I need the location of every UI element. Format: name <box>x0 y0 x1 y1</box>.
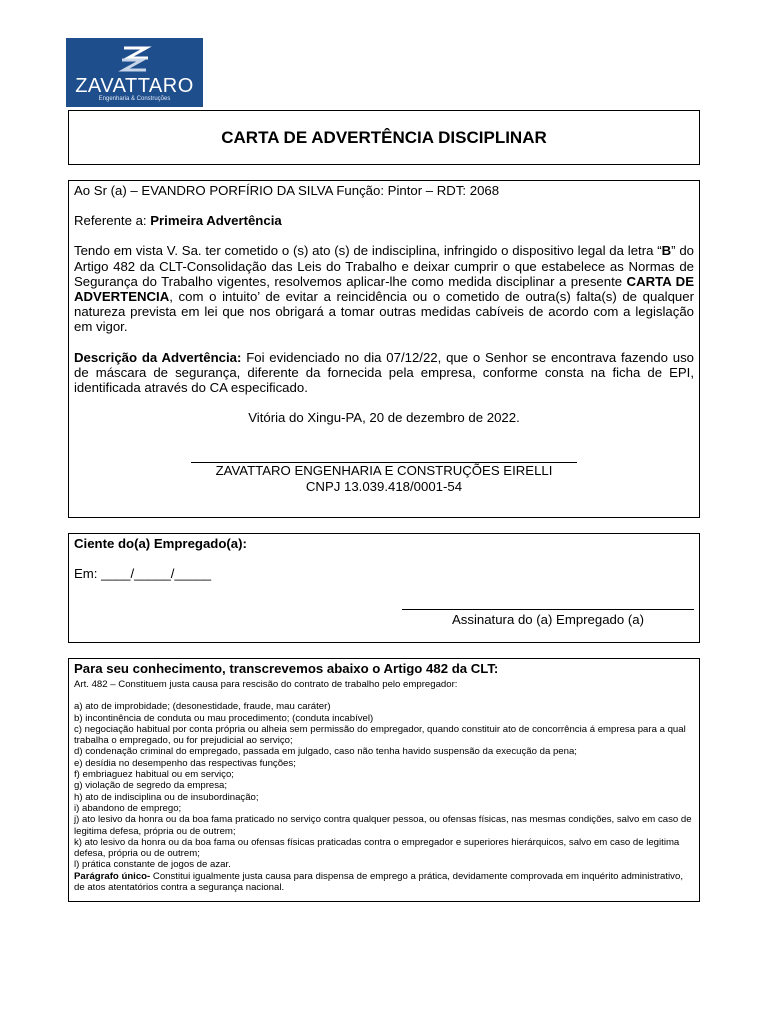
company-logo <box>66 38 203 107</box>
law-item: i) abandono de emprego; <box>74 802 182 814</box>
law-item: a) ato de improbidade; (desonestidade, fraude, mau caráter) <box>74 701 331 713</box>
company-cnpj: CNPJ 13.039.418/0001-54 <box>305 478 463 494</box>
letter-body-letter: B <box>661 243 672 259</box>
warning-description <box>74 350 694 396</box>
law-item: f) embriaguez habitual ou em serviço; <box>74 769 234 781</box>
zavattaro-z-icon <box>118 44 152 74</box>
employee-signature <box>402 609 694 627</box>
letter-body-part1: Tendo em vista V. Sa. ter cometido o (s) ato (s) de indisciplina, infringido o dispositivo legal da letra “ <box>74 243 662 259</box>
logo-subtitle: Engenharia & Construções <box>98 96 171 102</box>
employee-signature-label: Assinatura do (a) Empregado (a) <box>451 612 645 627</box>
article-482-box <box>68 658 700 902</box>
letter-body <box>74 243 694 334</box>
law-item: j) ato lesivo da honra ou da boa fama praticado no serviço contra qualquer pessoa, ou ofensas físicas, nas mesmas condições, salvo em caso de legitima defesa, própria ou de outrem; <box>74 814 692 837</box>
law-item: l) prática constante de jogos de azar. <box>74 859 231 871</box>
law-item: e) desídia no desempenho das respectivas funções; <box>74 757 296 769</box>
document-title: CARTA DE ADVERTÊNCIA DISCIPLINAR <box>221 127 547 147</box>
law-intro: Art. 482 – Constituem justa causa para rescisão do contrato de trabalho pelo empregador: <box>74 679 458 690</box>
title-box <box>68 110 700 165</box>
place-date: Vitória do Xingu-PA, 20 de dezembro de 2022. <box>248 410 520 426</box>
law-paragraph <box>74 871 694 894</box>
letter-box <box>68 180 700 518</box>
description-label: Descrição da Advertência: <box>74 349 242 365</box>
law-paragraph-label: Parágrafo único- <box>74 870 151 882</box>
law-item: h) ato de indisciplina ou de insubordinação; <box>74 791 259 803</box>
letter-body-part2: ” do Artigo 482 da CLT-Consolidação das Leis do Trabalho e deixar cumprir o que estabelece as Normas de Segurança do Trabalho vigentes, resolvemos aplicar-lhe como medida disciplinar a presente <box>74 243 694 289</box>
letter-body-part3: , com o intuito’ de evitar a reincidência ou o cometido de outra(s) falta(s) de qualquer natureza prevista em lei que nos obrigará a tomar outras medidas cabíveis de acordo com a legislação em vigor. <box>74 289 694 335</box>
company-name: ZAVATTARO ENGENHARIA E CONSTRUÇÕES EIRELLI <box>215 463 553 479</box>
law-item: c) negociação habitual por conta própria ou alheia sem permissão do empregador, quando constituir ato de concorrência á empresa para a qual trabalha o empregado, ou for prejudicial ao serviço; <box>74 723 686 747</box>
employee-signature-line <box>402 609 694 610</box>
law-item: g) violação de segredo da empresa; <box>74 780 228 792</box>
law-paragraph-text: Constitui igualmente justa causa para dispensa de emprego a prática, devidamente comprovada em inquérito administrativo, de atos atentatórios contra a segurança nacional. <box>74 870 683 894</box>
law-heading: Para seu conhecimento, transcrevemos abaixo o Artigo 482 da CLT: <box>74 661 499 676</box>
reference-value: Primeira Advertência <box>150 213 282 229</box>
ciente-date-line: Em: ____/_____/_____ <box>74 566 212 581</box>
reference-label: Referente a: <box>74 213 151 229</box>
law-item: k) ato lesivo da honra ou da boa fama ou ofensas físicas praticadas contra o empregador e superiores hierárquicos, salvo em caso de legitima defesa, própria ou de outrem; <box>74 836 680 860</box>
addressee: Ao Sr (a) – EVANDRO PORFÍRIO DA SILVA Função: Pintor – RDT: 2068 <box>74 183 500 198</box>
ciente-heading: Ciente do(a) Empregado(a): <box>74 536 247 551</box>
law-item: d) condenação criminal do empregado, passada em julgado, caso não tenha havido suspensão da execução da pena; <box>74 746 577 758</box>
reference <box>74 213 694 228</box>
logo-name: ZAVATTARO <box>75 75 194 97</box>
letter-body-bold: CARTA DE ADVERTENCIA <box>74 273 694 305</box>
law-item: b) incontinência de conduta ou mau procedimento; (conduta incabível) <box>74 712 374 724</box>
employee-acknowledgement-box <box>68 533 700 643</box>
description-text: Foi evidenciado no dia 07/12/22, que o Senhor se encontrava fazendo uso de máscara de segurança, diferente da fornecida pela empresa, conforme consta na ficha de EPI, identificada através do CA especificado. <box>74 349 694 396</box>
